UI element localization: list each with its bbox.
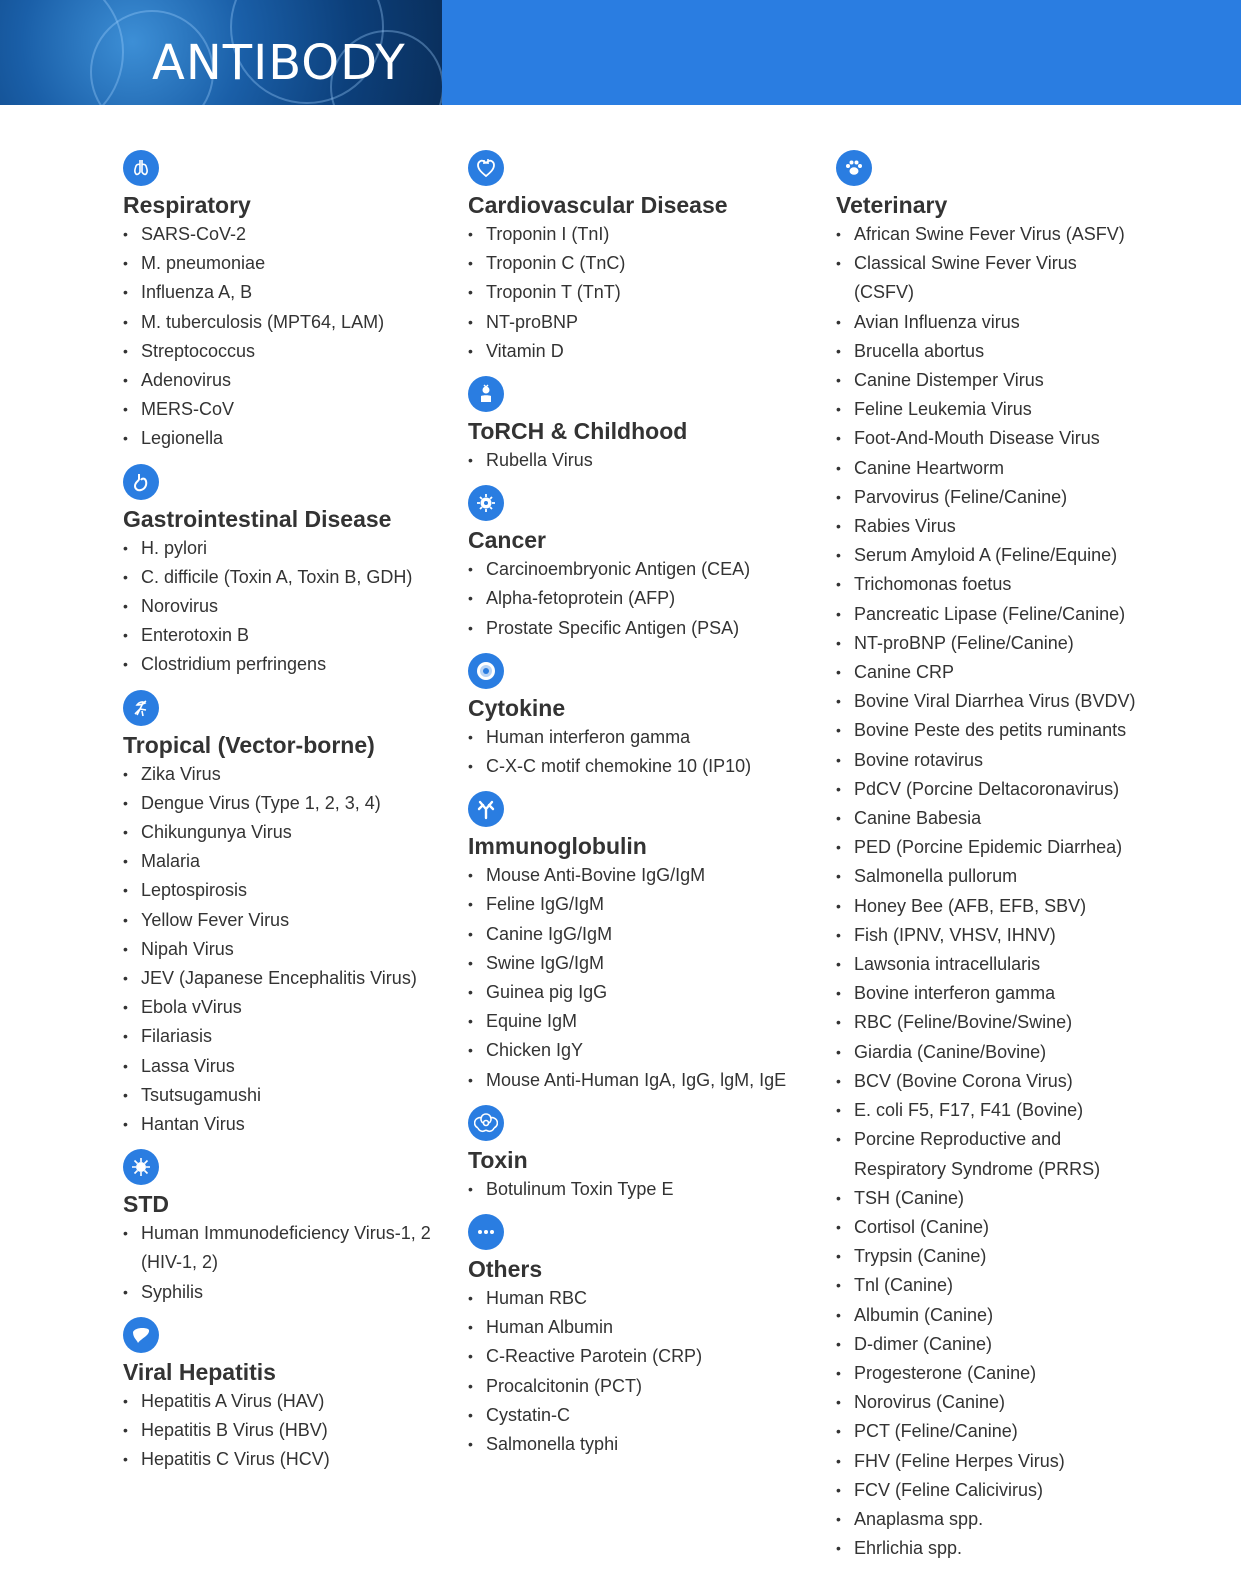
item-list [123, 220, 443, 454]
item-list [468, 555, 808, 643]
list-item: • M. pneumoniae [123, 249, 443, 278]
list-item: • Rubella Virus [468, 446, 808, 475]
section-title: Viral Hepatitis [123, 1358, 276, 1385]
list-item: • Progesterone (Canine) [836, 1359, 1136, 1388]
list-item: • Trichomonas foetus [836, 570, 1136, 599]
item-list [836, 220, 1136, 1563]
section-title: Cancer [468, 527, 546, 554]
section-title: Respiratory [123, 192, 251, 218]
list-item: • Lawsonia intracellularis [836, 950, 1136, 979]
list-item: • Syphilis [123, 1278, 443, 1307]
list-item: • SARS-CoV-2 [123, 220, 443, 249]
section-viral-hepatitis [123, 1317, 443, 1475]
list-item: • Leptospirosis [123, 876, 443, 905]
list-item: • Vitamin D [468, 337, 808, 366]
list-item: • Yellow Fever Virus [123, 906, 443, 935]
list-item: • Albumin (Canine) [836, 1301, 1136, 1330]
list-item: • Canine Babesia [836, 804, 1136, 833]
list-item: • Giardia (Canine/Bovine) [836, 1038, 1136, 1067]
section-title: STD [123, 1191, 169, 1218]
list-item: • Procalcitonin (PCT) [468, 1372, 808, 1401]
list-item: • Bovine Peste des petits ruminants [836, 716, 1136, 745]
list-item: • Fish (IPNV, VHSV, IHNV) [836, 921, 1136, 950]
list-item: • Ebola vVirus [123, 993, 443, 1022]
item-list [123, 1219, 443, 1307]
item-list [468, 220, 808, 366]
list-item: • Dengue Virus (Type 1, 2, 3, 4) [123, 789, 443, 818]
list-item: • Classical Swine Fever Virus (CSFV) [836, 249, 1136, 307]
column-1 [123, 150, 443, 1485]
list-item: • Bovine interferon gamma [836, 979, 1136, 1008]
list-item: • Streptococcus [123, 337, 443, 366]
list-item: • Troponin T (TnT) [468, 278, 808, 307]
list-item: • Hepatitis A Virus (HAV) [123, 1387, 443, 1416]
list-item: • Trypsin (Canine) [836, 1242, 1136, 1271]
list-item: • Serum Amyloid A (Feline/Equine) [836, 541, 1136, 570]
list-item: • Tsutsugamushi [123, 1081, 443, 1110]
section-toxin [468, 1105, 808, 1204]
section-title: Veterinary [836, 192, 948, 218]
stomach-icon [123, 464, 159, 500]
list-item: • Rabies Virus [836, 512, 1136, 541]
list-item: • Bovine rotavirus [836, 746, 1136, 775]
list-item: • Human Immunodeficiency Virus-1, 2 (HIV-1, 2) [123, 1219, 443, 1277]
section-title: Immunoglobulin [468, 833, 647, 860]
biohazard-icon [468, 1105, 504, 1141]
antibody-icon [468, 791, 504, 827]
list-item: • FHV (Feline Herpes Virus) [836, 1447, 1136, 1476]
list-item: • Feline Leukemia Virus [836, 395, 1136, 424]
list-item: • C-Reactive Parotein (CRP) [468, 1342, 808, 1371]
list-item: • Carcinoembryonic Antigen (CEA) [468, 555, 808, 584]
list-item: • NT-proBNP (Feline/Canine) [836, 629, 1136, 658]
section-cardiovascular-disease [468, 150, 808, 366]
section-title: Tropical (Vector-borne) [123, 731, 375, 758]
section-respiratory [123, 150, 443, 454]
item-list [468, 1284, 808, 1459]
item-list [123, 534, 443, 680]
list-item: • Honey Bee (AFB, EFB, SBV) [836, 892, 1136, 921]
list-item: • African Swine Fever Virus (ASFV) [836, 220, 1136, 249]
item-list [468, 861, 808, 1095]
list-item: • C-X-C motif chemokine 10 (IP10) [468, 752, 808, 781]
list-item: • Pancreatic Lipase (Feline/Canine) [836, 600, 1136, 629]
list-item: • Foot-And-Mouth Disease Virus [836, 424, 1136, 453]
list-item: • Mouse Anti-Human IgA, IgG, lgM, IgE [468, 1066, 808, 1095]
section-title: Others [468, 1256, 543, 1283]
item-list [468, 446, 808, 475]
list-item: • MERS-CoV [123, 395, 443, 424]
list-item: • Tnl (Canine) [836, 1271, 1136, 1300]
list-item: • Malaria [123, 847, 443, 876]
list-item: • Zika Virus [123, 760, 443, 789]
mosquito-icon [123, 690, 159, 726]
list-item: • M. tuberculosis (MPT64, LAM) [123, 308, 443, 337]
lungs-icon [123, 150, 159, 186]
list-item: • RBC (Feline/Bovine/Swine) [836, 1008, 1136, 1037]
list-item: • Troponin I (TnI) [468, 220, 808, 249]
list-item: • Human RBC [468, 1284, 808, 1313]
list-item: • Equine IgM [468, 1007, 808, 1036]
virus-icon [123, 1149, 159, 1185]
section-gastrointestinal-disease [123, 464, 443, 680]
list-item: • Legionella [123, 424, 443, 453]
list-item: • Troponin C (TnC) [468, 249, 808, 278]
item-list [123, 1387, 443, 1475]
more-icon [468, 1214, 504, 1250]
list-item: • Prostate Specific Antigen (PSA) [468, 614, 808, 643]
list-item: • Canine IgG/IgM [468, 920, 808, 949]
list-item: • Nipah Virus [123, 935, 443, 964]
list-item: • E. coli F5, F17, F41 (Bovine) [836, 1096, 1136, 1125]
list-item: • Hantan Virus [123, 1110, 443, 1139]
list-item: • Chicken IgY [468, 1036, 808, 1065]
liver-icon [123, 1317, 159, 1353]
list-item: • Canine Distemper Virus [836, 366, 1136, 395]
section-title: Gastrointestinal Disease [123, 505, 392, 532]
list-item: • PED (Porcine Epidemic Diarrhea) [836, 833, 1136, 862]
list-item: • Swine IgG/IgM [468, 949, 808, 978]
list-item: • Anaplasma spp. [836, 1505, 1136, 1534]
cell-icon [468, 653, 504, 689]
list-item: • PdCV (Porcine Deltacoronavirus) [836, 775, 1136, 804]
cancer-cell-icon [468, 485, 504, 521]
item-list [468, 723, 808, 781]
list-item: • PCT (Feline/Canine) [836, 1417, 1136, 1446]
baby-icon [468, 376, 504, 412]
section-std [123, 1149, 443, 1307]
heart-icon [468, 150, 504, 186]
section-title: Cytokine [468, 694, 566, 721]
list-item: • Avian Influenza virus [836, 308, 1136, 337]
list-item: • BCV (Bovine Corona Virus) [836, 1067, 1136, 1096]
list-item: • Salmonella typhi [468, 1430, 808, 1459]
list-item: • Enterotoxin B [123, 621, 443, 650]
list-item: • TSH (Canine) [836, 1184, 1136, 1213]
list-item: • Human Albumin [468, 1313, 808, 1342]
section-title: Cardiovascular Disease [468, 192, 728, 218]
list-item: • Mouse Anti-Bovine IgG/IgM [468, 861, 808, 890]
column-3 [836, 150, 1136, 1573]
list-item: • Hepatitis B Virus (HBV) [123, 1416, 443, 1445]
section-title: ToRCH & Childhood [468, 418, 688, 445]
list-item: • Lassa Virus [123, 1052, 443, 1081]
list-item: • Norovirus [123, 592, 443, 621]
item-list [123, 760, 443, 1140]
list-item: • Canine Heartworm [836, 454, 1136, 483]
column-2 [468, 150, 808, 1469]
list-item: • D-dimer (Canine) [836, 1330, 1136, 1359]
section-torch-childhood [468, 376, 808, 475]
list-item: • Cystatin-C [468, 1401, 808, 1430]
section-immunoglobulin [468, 791, 808, 1095]
list-item: • Salmonella pullorum [836, 862, 1136, 891]
section-tropical-vector-borne [123, 690, 443, 1140]
item-list [468, 1175, 808, 1204]
list-item: • Hepatitis C Virus (HCV) [123, 1445, 443, 1474]
section-cytokine [468, 653, 808, 781]
list-item: • Botulinum Toxin Type E [468, 1175, 808, 1204]
list-item: • Ehrlichia spp. [836, 1534, 1136, 1563]
list-item: • Influenza A, B [123, 278, 443, 307]
section-others [468, 1214, 808, 1459]
list-item: • H. pylori [123, 534, 443, 563]
paw-icon [836, 150, 872, 186]
list-item: • Clostridium perfringens [123, 650, 443, 679]
list-item: • Chikungunya Virus [123, 818, 443, 847]
list-item: • Brucella abortus [836, 337, 1136, 366]
list-item: • Guinea pig IgG [468, 978, 808, 1007]
list-item: • NT-proBNP [468, 308, 808, 337]
list-item: • C. difficile (Toxin A, Toxin B, GDH) [123, 563, 443, 592]
list-item: • Porcine Reproductive and Respiratory Syndrome (PRRS) [836, 1125, 1136, 1183]
list-item: • Human interferon gamma [468, 723, 808, 752]
list-item: • JEV (Japanese Encephalitis Virus) [123, 964, 443, 993]
page-title: ANTIBODY [152, 35, 406, 91]
section-cancer [468, 485, 808, 643]
list-item: • Filariasis [123, 1022, 443, 1051]
section-title: Toxin [468, 1146, 528, 1173]
list-item: • Parvovirus (Feline/Canine) [836, 483, 1136, 512]
section-veterinary [836, 150, 1136, 1563]
list-item: • Feline IgG/IgM [468, 890, 808, 919]
list-item: • Bovine Viral Diarrhea Virus (BVDV) [836, 687, 1136, 716]
list-item: • Cortisol (Canine) [836, 1213, 1136, 1242]
list-item: • Norovirus (Canine) [836, 1388, 1136, 1417]
list-item: • Canine CRP [836, 658, 1136, 687]
list-item: • Alpha-fetoprotein (AFP) [468, 584, 808, 613]
list-item: • FCV (Feline Calicivirus) [836, 1476, 1136, 1505]
header-banner [0, 0, 1241, 105]
list-item: • Adenovirus [123, 366, 443, 395]
